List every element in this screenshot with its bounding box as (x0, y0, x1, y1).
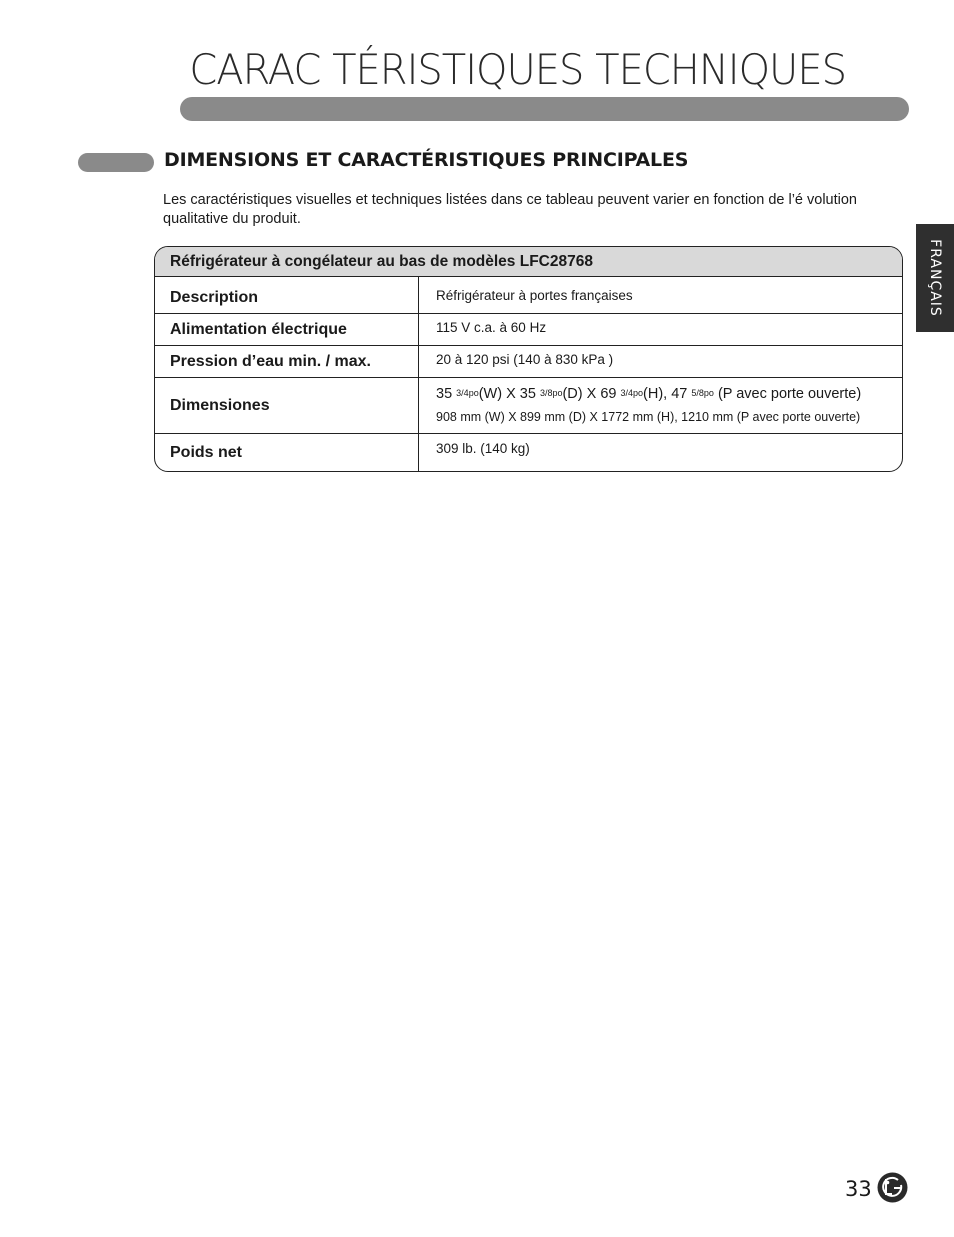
dimensions-imperial: 35 3/4po(W) X 35 3/8po(D) X 69 3/4po(H), 47 5/8po (P avec porte ouverte) (436, 386, 862, 402)
spec-table-title: Réfrigérateur à congélateur au bas de modèles LFC28768 (155, 247, 902, 277)
dimensions-metric: 908 mm (W) X 899 mm (D) X 1772 mm (H), 1210 mm (P avec porte ouverte) (436, 410, 861, 424)
row-label-water-pressure: Pression d’eau min. / max. (155, 346, 419, 377)
table-row (155, 277, 902, 314)
intro-paragraph: Les caractéristiques visuelles et techniques listées dans ce tableau peuvent varier en fonction de l’é volution qualitative du produit. (163, 192, 857, 227)
row-label-power: Alimentation électrique (155, 314, 419, 345)
row-value-dimensions (419, 378, 902, 433)
row-value-power: 115 V c.a. à 60 Hz (436, 320, 547, 335)
row-value-water-pressure: 20 à 120 psi (140 à 830 kPa ) (436, 352, 614, 367)
table-row (155, 314, 902, 346)
lg-logo-icon (877, 1172, 908, 1203)
table-row (155, 378, 902, 434)
title-divider-bar (180, 97, 909, 121)
row-value-net-weight: 309 lb. (140 kg) (436, 441, 530, 456)
language-tab-label: FRANÇAIS (927, 239, 943, 317)
page-number: 33 (845, 1177, 872, 1201)
section-marker (78, 153, 154, 172)
section-heading: DIMENSIONS ET CARACTÉRISTIQUES PRINCIPALES (164, 149, 689, 171)
row-label-description: Description (155, 277, 419, 313)
row-label-net-weight: Poids net (155, 434, 419, 471)
table-row (155, 346, 902, 378)
row-value-description: Réfrigérateur à portes françaises (436, 288, 633, 303)
spec-table (154, 246, 903, 472)
language-tab (916, 224, 954, 332)
row-label-dimensions: Dimensiones (155, 378, 419, 433)
table-row (155, 434, 902, 471)
page-title: CARAC TÉRISTIQUES TECHNIQUES (189, 46, 846, 95)
